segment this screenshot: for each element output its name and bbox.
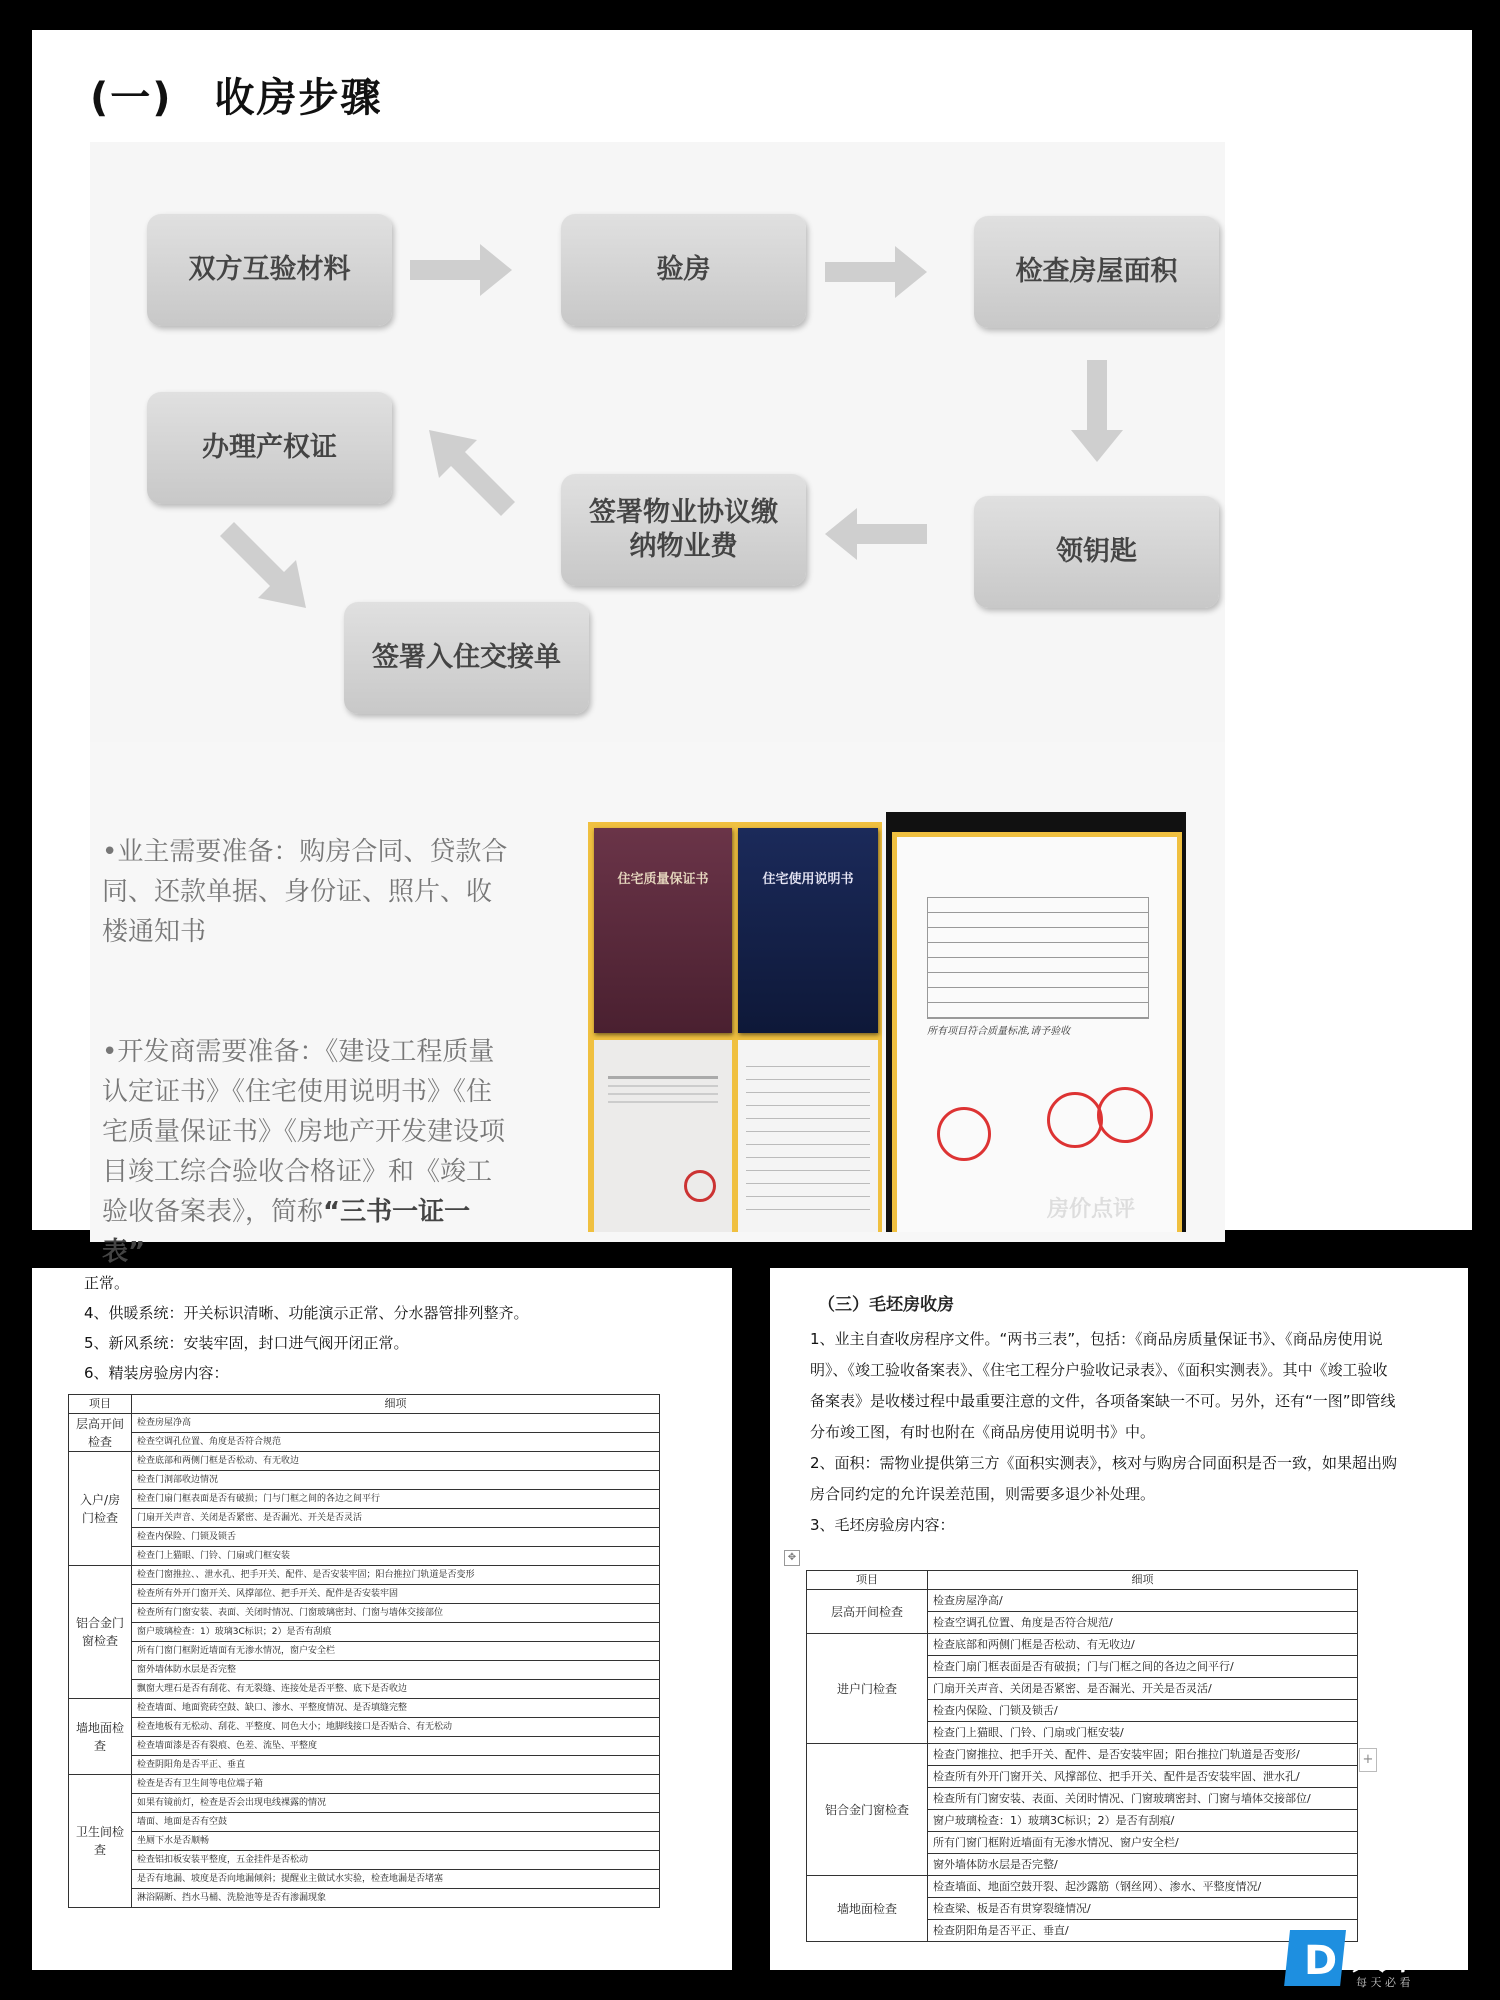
step-exchange-materials: 双方互验材料 [147, 214, 392, 326]
table-header-row [807, 1571, 1358, 1590]
left-page-text [84, 1272, 704, 1384]
category-cell: 墙地面检查 [807, 1876, 928, 1942]
table-row [69, 1756, 660, 1775]
table-row [807, 1634, 1358, 1656]
detail-cell: 检查空调孔位置、角度是否符合规范 [132, 1433, 660, 1452]
arrow-left-icon [825, 508, 930, 560]
detail-cell: 检查所有门窗安装、表面、关闭时情况、门窗玻璃密封、门窗与墙体交接部位 [132, 1604, 660, 1623]
category-cell: 铝合金门窗检查 [69, 1566, 132, 1699]
detail-cell: 检查门洞部收边情况 [132, 1471, 660, 1490]
detail-cell: 检查门扇门框表面是否有破损；门与门框之间的各边之间平行/ [928, 1656, 1358, 1678]
detail-cell: 检查空调孔位置、角度是否符合规范/ [928, 1612, 1358, 1634]
detail-cell: 检查墙面、地面瓷砖空鼓、缺口、渗水、平整度情况、是否填缝完整 [132, 1699, 660, 1718]
preparation-panel [90, 742, 1225, 1267]
category-cell: 层高开间检查 [69, 1414, 132, 1452]
detail-cell: 所有门窗门框附近墙面有无渗水情况，窗户安全栏 [132, 1642, 660, 1661]
category-cell: 层高开间检查 [807, 1590, 928, 1634]
detail-cell: 检查铝扣板安装平整度，五金挂件是否松动 [132, 1851, 660, 1870]
owner-preparation-text: •业主需要准备：购房合同、贷款合同、还款单据、身份证、照片、收楼通知书 [102, 837, 508, 947]
logo-d-icon [1290, 1930, 1346, 1986]
table-row [69, 1433, 660, 1452]
step-check-area: 检查房屋面积 [974, 216, 1219, 328]
table-row [69, 1737, 660, 1756]
three-books-label: “三书一证一表” [102, 1197, 471, 1267]
detail-cell: 检查所有外开门窗开关、风撑部位、把手开关、配件是否安装牢固、泄水孔/ [928, 1766, 1358, 1788]
table-row [69, 1585, 660, 1604]
documents-photo [588, 812, 1188, 1232]
paragraph: 3、毛坯房验房内容： [810, 1516, 955, 1534]
table-row [807, 1590, 1358, 1612]
table-move-handle-icon[interactable]: ✥ [784, 1550, 800, 1566]
left-document-page [32, 1268, 732, 1970]
table-row [69, 1851, 660, 1870]
table-row [69, 1623, 660, 1642]
table-row [69, 1414, 660, 1433]
detail-cell: 检查内保险、门锁及锁舌/ [928, 1700, 1358, 1722]
step-handover-form: 签署入住交接单 [344, 602, 589, 714]
developer-preparation-text [102, 1032, 512, 1272]
arrow-down-right-icon [210, 512, 310, 612]
category-cell: 铝合金门窗检查 [807, 1744, 928, 1876]
svg-text:D: D [1304, 1938, 1338, 1984]
detail-cell: 检查房屋净高/ [928, 1590, 1358, 1612]
detail-cell: 检查所有门窗安装、表面、关闭时情况、门窗玻璃密封、门窗与墙体交接部位/ [928, 1788, 1358, 1810]
step-collect-keys: 领钥匙 [974, 496, 1219, 608]
certificate-image [594, 1040, 732, 1232]
paragraph: 1、业主自查收房程序文件。“两书三表”，包括：《商品房质量保证书》、《商品房使用说明》、《竣工验收备案表》、《住宅工程分户验收记录表》、《面积实测表》。其中《竣工验收备案表》是收楼过程中最重要注意的文件，各项备案缺一不可。另外，还有“一图”即管线分布竣工图，有时也附在《商品房使用说明书》中。 [810, 1330, 1396, 1441]
table-row [69, 1832, 660, 1851]
detail-cell: 所有门窗门框附近墙面有无渗水情况、窗户安全栏/ [928, 1832, 1358, 1854]
detail-cell: 检查墙面漆是否有裂痕、色差、流坠、平整度 [132, 1737, 660, 1756]
detail-cell: 门扇开关声音、关闭是否紧密、是否漏光、开关是否灵活 [132, 1509, 660, 1528]
category-cell: 入户/房门检查 [69, 1452, 132, 1566]
detail-cell: 墙面、地面是否有空鼓 [132, 1813, 660, 1832]
table-row [69, 1813, 660, 1832]
detail-cell: 飘窗大理石是否有刮花、有无裂缝、连接处是否平整、底下是否收边 [132, 1680, 660, 1699]
brand-logo [1290, 1930, 1480, 1990]
slide-panel [32, 30, 1472, 1267]
detail-cell: 检查门窗推拉、把手开关、配件、是否安装牢固；阳台推拉门轨道是否变形/ [928, 1744, 1358, 1766]
table-row [69, 1870, 660, 1889]
paragraph: 2、面积：需物业提供第三方《面积实测表》，核对与购房合同面积是否一致，如果超出购房合同约定的允许误差范围，则需要多退少补处理。 [810, 1454, 1398, 1503]
table-row [69, 1604, 660, 1623]
detail-cell: 检查梁、板是否有贯穿裂缝情况/ [928, 1898, 1358, 1920]
detail-cell: 检查地板有无松动、刮花、平整度、同色大小；地脚线接口是否贴合、有无松动 [132, 1718, 660, 1737]
logo-brand-text: 大章丘 [1352, 1938, 1454, 1978]
arrow-up-left-icon [425, 426, 525, 526]
step-property-certificate: 办理产权证 [147, 392, 392, 504]
renovated-inspection-table [68, 1394, 660, 1908]
table-row [69, 1547, 660, 1566]
detail-cell: 检查是否有卫生间等电位端子箱 [132, 1775, 660, 1794]
slide-title: (一) 收房步骤 [90, 75, 383, 121]
add-column-button[interactable]: + [1359, 1748, 1377, 1772]
rough-house-inspection-table [806, 1570, 1358, 1942]
detail-cell: 窗户玻璃检查：1）玻璃3C标识；2）是否有刮痕 [132, 1623, 660, 1642]
text-line: 4、供暖系统：开关标识清晰、功能演示正常、分水器管排列整齐。 [84, 1304, 529, 1322]
form-image [738, 1040, 878, 1232]
detail-cell: 是否有地漏、坡度是否向地漏倾斜；提醒业主做试水实验，检查地漏是否堵塞 [132, 1870, 660, 1889]
header-item: 项目 [807, 1571, 928, 1590]
table-row [69, 1566, 660, 1585]
detail-cell: 检查阴阳角是否平正、垂直 [132, 1756, 660, 1775]
developer-preparation-prefix: •开发商需要准备：《建设工程质量认定证书》《住宅使用说明书》《住宅质量保证书》《房地产开发建设项目竣工综合验收合格证》和《竣工验收备案表》，简称 [102, 1037, 506, 1227]
logo-slogan: 每 天 必 看 [1356, 1976, 1411, 1989]
flow-diagram [90, 142, 1225, 742]
text-line: 6、精装房验房内容： [84, 1364, 229, 1382]
step-inspect-house: 验房 [561, 214, 806, 326]
arrow-right-icon [825, 246, 930, 298]
table-row [69, 1452, 660, 1471]
table-header-row [69, 1395, 660, 1414]
detail-cell: 检查门上猫眼、门铃、门扇或门框安装/ [928, 1722, 1358, 1744]
detail-cell: 如果有镜前灯，检查是否会出现电线裸露的情况 [132, 1794, 660, 1813]
category-cell: 墙地面检查 [69, 1699, 132, 1775]
step-property-agreement: 签署物业协议缴纳物业费 [561, 474, 806, 586]
text-line: 正常。 [84, 1274, 130, 1292]
detail-cell: 检查门扇门框表面是否有破损；门与门框之间的各边之间平行 [132, 1490, 660, 1509]
table-row [69, 1699, 660, 1718]
table-row [69, 1471, 660, 1490]
arrow-right-icon [410, 244, 515, 296]
table-row [69, 1490, 660, 1509]
detail-cell: 淋浴隔断、挡水马桶、洗脸池等是否有渗漏现象 [132, 1889, 660, 1908]
detail-cell: 坐厕下水是否顺畅 [132, 1832, 660, 1851]
detail-cell: 检查房屋净高 [132, 1414, 660, 1433]
warranty-book-image: 住宅质量保证书 [594, 828, 732, 1033]
table-row [69, 1528, 660, 1547]
manual-book-image: 住宅使用说明书 [738, 828, 878, 1033]
detail-cell: 检查底部和两侧门框是否松动、有无收边/ [928, 1634, 1358, 1656]
detail-cell: 检查门上猫眼、门铃、门扇或门框安装 [132, 1547, 660, 1566]
table-row [69, 1509, 660, 1528]
table-row [69, 1889, 660, 1908]
acceptance-form-image: 所有项目符合质量标准,请予验收 房价点评 [897, 837, 1177, 1232]
text-line: 5、新风系统：安装牢固，封口进气阀开闭正常。 [84, 1334, 409, 1352]
right-document-page [770, 1268, 1468, 1970]
table-row [807, 1876, 1358, 1898]
table-row [69, 1794, 660, 1813]
table-row [69, 1775, 660, 1794]
right-page-heading: （三）毛坯房收房 [818, 1295, 954, 1315]
detail-cell: 检查门窗推拉、、泄水孔、把手开关、配件、是否安装牢固；阳台推拉门轨道是否变形 [132, 1566, 660, 1585]
detail-cell: 检查内保险、门锁及锁舌 [132, 1528, 660, 1547]
table-row [69, 1642, 660, 1661]
header-detail: 细项 [132, 1395, 660, 1414]
detail-cell: 检查底部和两侧门框是否松动、有无收边 [132, 1452, 660, 1471]
arrow-down-icon [1071, 360, 1123, 465]
detail-cell: 门扇开关声音、关闭是否紧密、是否漏光、开关是否灵活/ [928, 1678, 1358, 1700]
detail-cell: 窗外墙体防水层是否完整 [132, 1661, 660, 1680]
detail-cell: 窗户玻璃检查：1）玻璃3C标识；2）是否有刮痕/ [928, 1810, 1358, 1832]
detail-cell: 检查墙面、地面空鼓开裂、起沙露筋（钢丝网）、渗水、平整度情况/ [928, 1876, 1358, 1898]
right-page-text [810, 1324, 1400, 1541]
table-row [69, 1718, 660, 1737]
category-cell: 卫生间检查 [69, 1775, 132, 1908]
detail-cell: 检查所有外开门窗开关、风撑部位、把手开关、配件是否安装牢固 [132, 1585, 660, 1604]
header-item: 项目 [69, 1395, 132, 1414]
header-detail: 细项 [928, 1571, 1358, 1590]
detail-cell: 检查阴阳角是否平正、垂直/ [928, 1920, 1358, 1942]
category-cell: 进户门检查 [807, 1634, 928, 1744]
detail-cell: 窗外墙体防水层是否完整/ [928, 1854, 1358, 1876]
table-row [69, 1680, 660, 1699]
table-row [807, 1744, 1358, 1766]
table-row [69, 1661, 660, 1680]
